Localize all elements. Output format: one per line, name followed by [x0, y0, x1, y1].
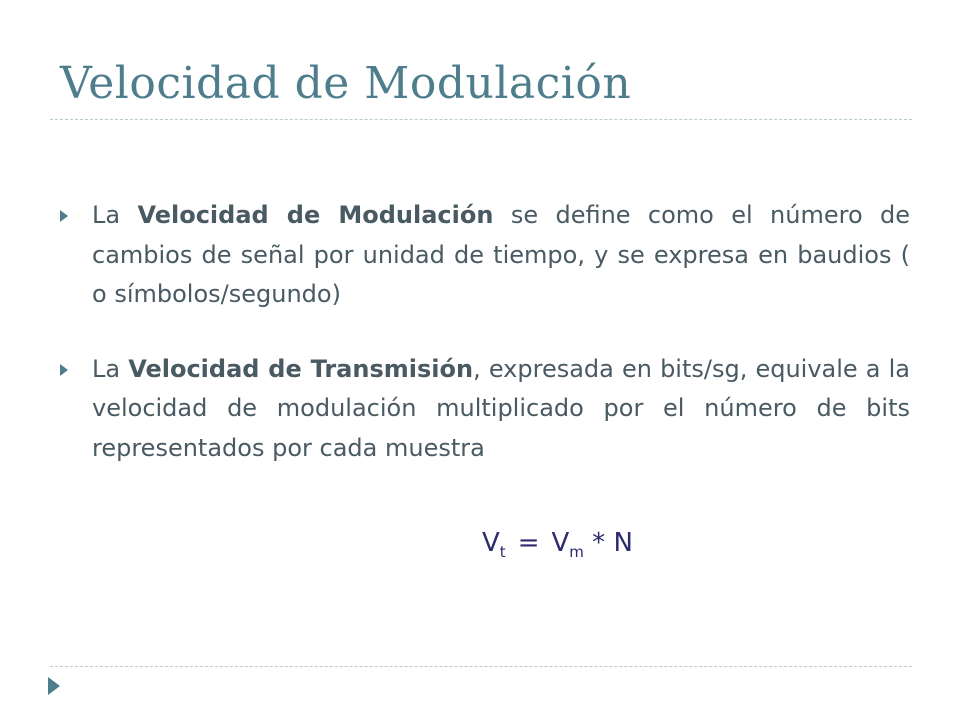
triangle-bullet-icon [60, 210, 68, 222]
bullet-body-text: , expresada en bits/sg, equivale a la velocidad de modulación multiplicado por el número de bits representados por cada muestra [92, 354, 910, 462]
bullet-transmission-definition [60, 350, 910, 469]
bullet-modulation-definition [60, 196, 910, 315]
bullet-body-text: se define como el número de cambios de señal por unidad de tiempo, y se expresa en baudios ( o símbolos/segundo) [92, 201, 910, 308]
formula-rhs-variable: V [551, 528, 570, 558]
next-slide-arrow-icon[interactable] [48, 677, 60, 695]
footer-divider [50, 666, 912, 667]
slide-title: Velocidad de Modulación [60, 58, 632, 109]
formula-equals-sign: = [517, 528, 540, 558]
bullet-bold-term: Velocidad de Modulación [137, 201, 494, 229]
triangle-bullet-icon [60, 364, 68, 376]
bullet-bold-term: Velocidad de Transmisión [128, 354, 474, 383]
formula-lhs-variable: V [482, 528, 500, 558]
slide-content [60, 196, 910, 468]
bullet-lead-text: La [92, 354, 129, 383]
formula-operator: * [592, 528, 606, 558]
formula-rhs-subscript: m [569, 543, 584, 561]
formula-factor: N [613, 528, 633, 558]
title-divider [50, 119, 912, 120]
formula-lhs-subscript: t [499, 543, 506, 561]
bullet-lead-text: La [92, 201, 138, 229]
formula [482, 528, 633, 561]
